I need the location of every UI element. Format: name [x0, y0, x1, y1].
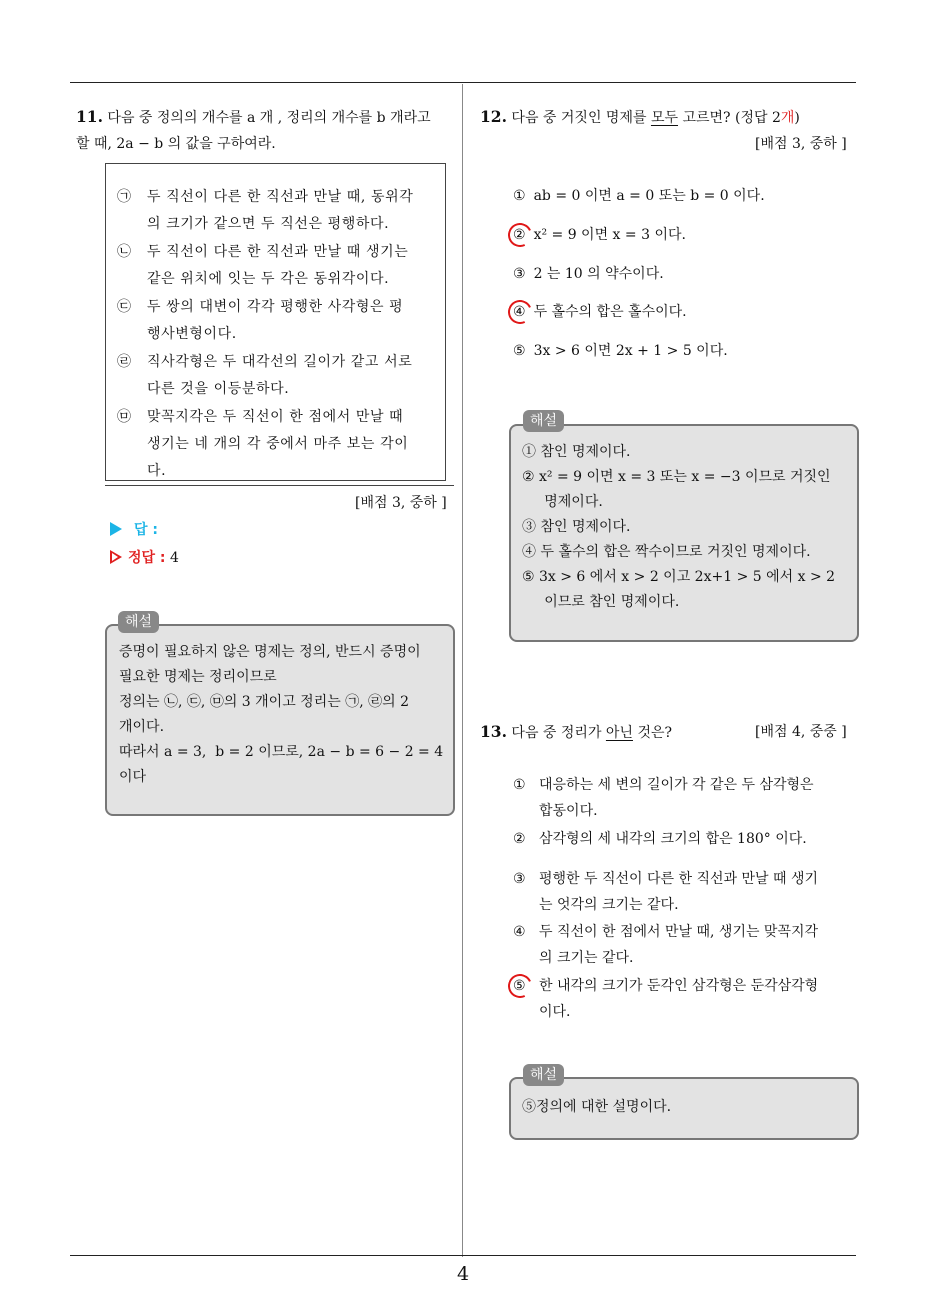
choice-marker: ③ [513, 266, 526, 282]
q11-text-1: 다음 중 정의의 개수를 a 개 , 정리의 개수를 b 개라고 [107, 110, 431, 126]
condition-line: 의 크기가 같으면 두 직선은 평행하다. [147, 216, 390, 232]
q11-correct-value: 4 [169, 550, 179, 566]
choice-text: 3x > 6 이면 2x + 1 > 5 이다. [533, 343, 728, 359]
choice-item [513, 919, 818, 971]
explanation-line: 증명이 필요하지 않은 명제는 정의, 반드시 증명이 [119, 644, 421, 660]
choice-marker: ① [513, 777, 526, 793]
condition-line: 두 쌍의 대변이 각각 평행한 사각형은 평 [147, 299, 404, 315]
q11-score: [배점 3, 중하 ] [355, 495, 447, 511]
explanation-line: ① 참인 명제이다. [522, 444, 631, 460]
q12-line1 [480, 104, 800, 131]
column-divider [462, 84, 463, 1257]
q12-answer-count: 개 [780, 110, 795, 126]
choice-marker: ④ [513, 924, 526, 940]
play-icon [110, 522, 122, 536]
q12-text-before: 다음 중 거짓인 명제를 [511, 110, 647, 126]
condition-line: 직사각형은 두 대각선의 길이가 같고 서로 [147, 354, 413, 370]
condition-item [117, 404, 433, 485]
condition-line: 맞꼭지각은 두 직선이 한 점에서 만날 때 [147, 409, 404, 425]
explanation-line: 정의는 ㉡, ㉢, ㉤의 3 개이고 정리는 ㉠, ㉣의 2 [119, 694, 409, 710]
choice-item [513, 826, 807, 852]
q11-text-2: 할 때, 2a − b 의 값을 구하여라. [76, 136, 276, 152]
choice-marker: ① [513, 188, 526, 204]
condition-item [117, 184, 433, 238]
condition-line: 생기는 네 개의 각 중에서 마주 보는 각이 [147, 436, 409, 452]
condition-marker: ㉣ [117, 354, 131, 370]
choice-item [513, 973, 818, 1025]
explanation-line: ④ 두 홀수의 합은 짝수이므로 거짓인 명제이다. [522, 544, 811, 560]
choice-item [513, 183, 765, 209]
q11-line1 [76, 104, 431, 131]
choice-item [513, 261, 664, 287]
bottom-rule [70, 1255, 856, 1256]
choice-line: 합동이다. [539, 803, 598, 819]
q12-explanation-tag: 해설 [523, 410, 564, 432]
choice-item [513, 772, 814, 824]
q11-answer-row [110, 517, 158, 543]
choice-marker: ⑤ [513, 343, 526, 359]
condition-line: 두 직선이 다른 한 직선과 만날 때 생기는 [147, 244, 409, 260]
q11-correct-label: 정답 : [128, 550, 166, 566]
explanation-line: 개이다. [119, 719, 165, 735]
condition-marker: ㉡ [117, 244, 131, 260]
q12-text-underlined: 모두 [650, 110, 679, 126]
choice-body [539, 826, 807, 852]
choice-marker: ⑤ [513, 978, 526, 994]
choice-marker: ③ [513, 871, 526, 887]
condition-line: 다른 것을 이등분하다. [147, 381, 290, 397]
condition-marker: ㉢ [117, 299, 131, 315]
condition-line: 두 직선이 다른 한 직선과 만날 때, 동위각 [147, 189, 414, 205]
choice-item [513, 299, 687, 325]
q12-text-close: ) [794, 110, 800, 126]
explanation-line: ② x² = 9 이면 x = 3 또는 x = −3 이므로 거짓인 [522, 469, 831, 485]
condition-marker: ㉤ [117, 409, 131, 425]
choice-text: ab = 0 이면 a = 0 또는 b = 0 이다. [533, 188, 765, 204]
top-rule [70, 82, 856, 83]
explanation-line: 이다 [119, 769, 147, 785]
q11-answer-label: 답 : [134, 522, 158, 538]
choice-line: 한 내각의 크기가 둔각인 삼각형은 둔각삼각형 [539, 978, 819, 994]
q13-number: 13. [480, 722, 507, 741]
explanation-line: 따라서 a = 3, b = 2 이므로, 2a − b = 6 − 2 = 4 [119, 744, 444, 760]
q12-explanation-box [509, 424, 859, 642]
q13-explanation-text [522, 1095, 671, 1120]
q13-score: [배점 4, 중중 ] [755, 724, 847, 740]
choice-body [539, 866, 818, 918]
choice-item [513, 222, 686, 248]
choice-text: 두 홀수의 합은 홀수이다. [533, 304, 687, 320]
condition-item [117, 349, 433, 403]
choice-item [513, 866, 818, 918]
choice-line: 두 직선이 한 점에서 만날 때, 생기는 맞꼭지각 [539, 924, 819, 940]
outline-triangle-icon [110, 550, 122, 564]
q13-text-after: 것은? [637, 725, 672, 741]
choice-item [513, 338, 728, 364]
q11-correct-row [110, 545, 179, 571]
q13-text-before: 다음 중 정리가 [511, 725, 602, 741]
condition-line: 다. [147, 463, 167, 479]
q13-text-underlined: 아닌 [605, 725, 633, 741]
q11-explanation-text [119, 640, 443, 790]
q12-explanation-text [522, 440, 835, 615]
explanation-line: ⑤정의에 대한 설명이다. [522, 1099, 672, 1115]
choice-line: 이다. [539, 1004, 571, 1020]
q13-explanation-box [509, 1077, 859, 1140]
choice-marker: ② [513, 831, 526, 847]
condition-item [117, 239, 433, 293]
explanation-line: ⑤ 3x > 6 에서 x > 2 이고 2x+1 > 5 에서 x > 2 [522, 569, 836, 585]
q11-explanation-box [105, 624, 455, 816]
explanation-line: 필요한 명제는 정리이므로 [119, 669, 277, 685]
condition-marker: ㉠ [117, 189, 131, 205]
explanation-line: 이므로 참인 명제이다. [522, 594, 680, 610]
q12-number: 12. [480, 107, 507, 126]
choice-line: 삼각형의 세 내각의 크기의 합은 180° 이다. [539, 831, 807, 847]
choice-marker: ④ [513, 304, 526, 320]
q12-score: [배점 3, 중하 ] [755, 136, 847, 152]
choice-body [539, 973, 818, 1025]
choice-line: 평행한 두 직선이 다른 한 직선과 만날 때 생기 [539, 871, 819, 887]
choice-line: 대응하는 세 변의 길이가 각 같은 두 삼각형은 [539, 777, 814, 793]
q11-explanation-tag: 해설 [118, 611, 159, 633]
q13-explanation-tag: 해설 [523, 1064, 564, 1086]
explanation-line: 명제이다. [522, 494, 603, 510]
page-number: 4 [456, 1263, 470, 1285]
choice-body [539, 772, 814, 824]
choice-line: 의 크기는 같다. [539, 950, 634, 966]
explanation-line: ③ 참인 명제이다. [522, 519, 631, 535]
q12-text-after: 고르면? (정답 2 [682, 110, 781, 126]
q11-number: 11. [76, 107, 103, 126]
condition-item [117, 294, 433, 348]
choice-marker: ② [513, 227, 526, 243]
choice-text: 2 는 10 의 약수이다. [533, 266, 664, 282]
q11-conditions-list [117, 184, 433, 486]
choice-line: 는 엇각의 크기는 같다. [539, 897, 679, 913]
choice-body [539, 919, 818, 971]
condition-line: 행사변형이다. [147, 326, 237, 342]
q13-line1 [480, 719, 672, 746]
condition-line: 같은 위치에 잇는 두 각은 동위각이다. [147, 271, 390, 287]
choice-text: x² = 9 이면 x = 3 이다. [533, 227, 686, 243]
